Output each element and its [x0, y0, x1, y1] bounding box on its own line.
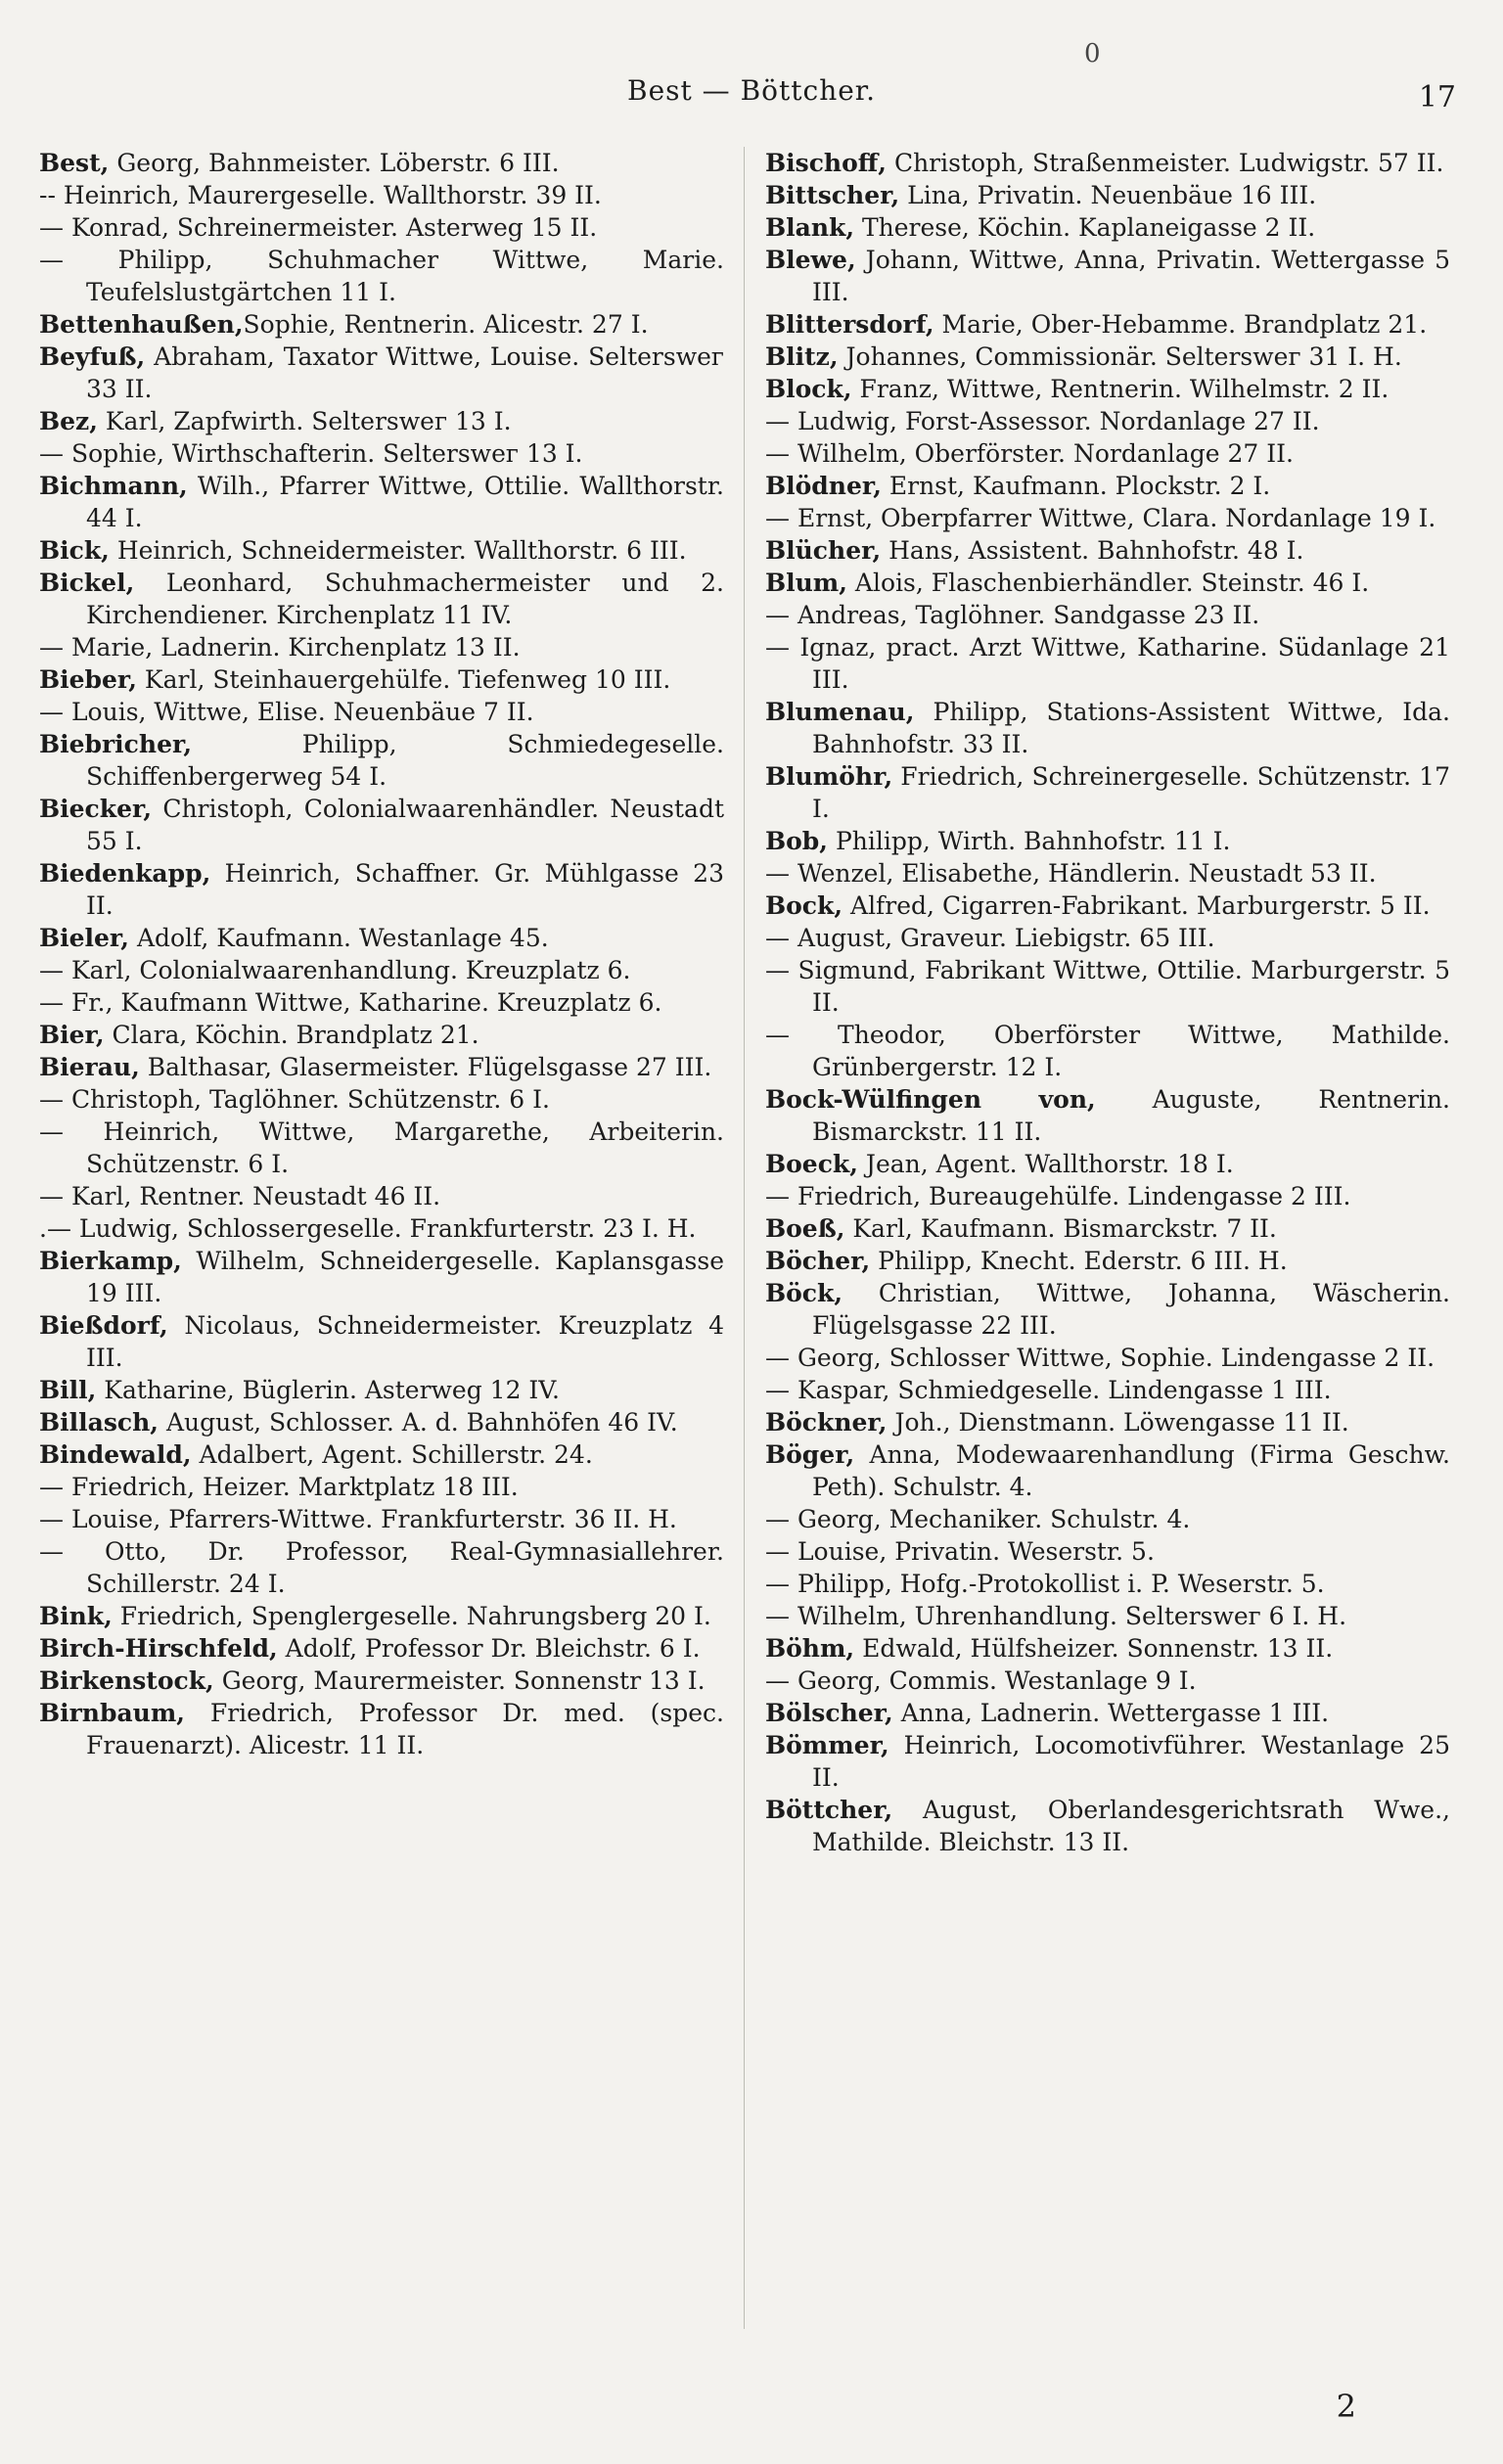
directory-entry — [39, 1632, 724, 1665]
entry-surname: Bierkamp, — [39, 1247, 182, 1275]
entry-details: — Louise, Privatin. Weserstr. 5. — [765, 1537, 1155, 1566]
entry-details: Ernst, Kaufmann. Plockstr. 2 I. — [881, 472, 1271, 500]
entry-surname: Bierau, — [39, 1053, 140, 1081]
directory-entry — [39, 567, 724, 631]
directory-entry — [765, 470, 1450, 502]
directory-entry — [765, 211, 1450, 244]
directory-entry — [765, 1665, 1450, 1697]
entry-details: — Ernst, Oberpfarrer Wittwe, Clara. Nordanlage 19 I. — [765, 504, 1436, 532]
entry-details: Philipp, Schmiedegeselle. Schiffenbergerweg 54 I. — [86, 730, 724, 791]
entry-details: -- Heinrich, Maurergeselle. Wallthorstr. 39 II. — [39, 181, 602, 209]
entry-surname: Bier, — [39, 1021, 105, 1049]
directory-entry — [765, 599, 1450, 631]
entry-details: Philipp, Stations-Assistent Wittwe, Ida. Bahnhofstr. 33 II. — [812, 698, 1450, 758]
entry-details: — Kaspar, Schmiedgeselle. Lindengasse 1 III. — [765, 1376, 1332, 1404]
entry-surname: Bießdorf, — [39, 1311, 168, 1340]
columns — [39, 147, 1468, 2368]
entry-details: — Andreas, Taglöhner. Sandgasse 23 II. — [765, 601, 1260, 629]
directory-entry — [39, 470, 724, 534]
directory-entry — [39, 922, 724, 954]
entry-surname: Birkenstock, — [39, 1666, 214, 1695]
entry-surname: Blödner, — [765, 472, 882, 500]
entry-details: Therese, Köchin. Kaplaneigasse 2 II. — [854, 213, 1316, 242]
directory-entry — [39, 1309, 724, 1374]
entry-details: — Georg, Schlosser Wittwe, Sophie. Lindengasse 2 II. — [765, 1344, 1435, 1372]
directory-entry — [39, 1374, 724, 1406]
directory-entry — [765, 1535, 1450, 1568]
left-column — [39, 147, 724, 1761]
directory-entry — [765, 1406, 1450, 1438]
entry-details: — Wilhelm, Oberförster. Nordanlage 27 II. — [765, 439, 1294, 468]
entry-details: — August, Graveur. Liebigstr. 65 III. — [765, 924, 1215, 952]
entry-details: Abraham, Taxator Wittwe, Louise. Selterswег 33 II. — [86, 342, 724, 403]
page-number: 17 — [1418, 80, 1456, 114]
entry-details: — Louis, Wittwe, Elise. Neuenbäue 7 II. — [39, 698, 534, 726]
directory-entry — [39, 1019, 724, 1051]
entry-surname: Biecker, — [39, 795, 153, 823]
entry-surname: Blittersdorf, — [765, 310, 934, 339]
entry-details: — Georg, Commis. Westanlage 9 I. — [765, 1666, 1197, 1695]
directory-entry — [765, 1019, 1450, 1083]
entry-details: Sophie, Rentnerin. Alicestr. 27 I. — [243, 310, 649, 339]
entry-surname: Billasch, — [39, 1408, 159, 1437]
entry-surname: Beyfuß, — [39, 342, 146, 371]
directory-entry — [39, 534, 724, 567]
directory-entry — [765, 631, 1450, 696]
entry-surname: Bölscher, — [765, 1699, 893, 1727]
directory-entry — [39, 179, 724, 211]
entry-details: — Otto, Dr. Professor, Real-Gymnasiallehrer. Schillerstr. 24 I. — [39, 1537, 724, 1598]
directory-entry — [765, 437, 1450, 470]
entry-details: — Wenzel, Elisabethe, Händlerin. Neustadt 53 II. — [765, 859, 1377, 888]
directory-entry — [39, 1116, 724, 1180]
directory-entry — [39, 857, 724, 922]
entry-surname: Bob, — [765, 827, 828, 855]
entry-details: — Sophie, Wirthschafterin. Selterswег 13 I. — [39, 439, 583, 468]
directory-entry — [39, 1406, 724, 1438]
entry-surname: Bez, — [39, 407, 98, 435]
directory-entry — [765, 1568, 1450, 1600]
directory-entry — [765, 1438, 1450, 1503]
directory-entry — [39, 728, 724, 793]
entry-details: Hans, Assistent. Bahnhofstr. 48 I. — [881, 536, 1304, 565]
column-divider — [744, 147, 745, 2329]
entry-details: — Louise, Pfarrers-Wittwe. Frankfurterstr. 36 II. H. — [39, 1505, 677, 1533]
directory-entry — [39, 1083, 724, 1116]
directory-entry — [39, 405, 724, 437]
entry-details: Edwald, Hülfsheizer. Sonnenstr. 13 II. — [854, 1634, 1334, 1663]
entry-details: Alfred, Cigarren-Fabrikant. Marburgerstr. 5 II. — [843, 891, 1431, 920]
directory-entry — [39, 696, 724, 728]
running-head: Best — Böttcher. — [627, 74, 876, 107]
directory-entry — [39, 954, 724, 986]
entry-surname: Bickel, — [39, 569, 135, 597]
entry-surname: Boeß, — [765, 1214, 845, 1243]
directory-entry — [39, 1535, 724, 1600]
entry-details: — Wilhelm, Uhrenhandlung. Selterswег 6 I. H. — [765, 1602, 1347, 1630]
entry-details: Georg, Bahnmeister. Löberstr. 6 III. — [109, 149, 560, 177]
directory-entry — [765, 373, 1450, 405]
directory-entry — [765, 1083, 1450, 1148]
entry-surname: Blank, — [765, 213, 855, 242]
entry-surname: Bieber, — [39, 665, 137, 694]
entry-details: .— Ludwig, Schlossergeselle. Frankfurterstr. 23 I. H. — [39, 1214, 697, 1243]
directory-entry — [765, 502, 1450, 534]
directory-entry — [765, 1245, 1450, 1277]
entry-details: — Friedrich, Heizer. Marktplatz 18 III. — [39, 1473, 519, 1501]
directory-entry — [39, 663, 724, 696]
entry-surname: Block, — [765, 375, 852, 403]
entry-surname: Blewe, — [765, 246, 856, 274]
entry-surname: Bick, — [39, 536, 110, 565]
directory-entry — [39, 631, 724, 663]
entry-details: Christoph, Straßenmeister. Ludwigstr. 57 II. — [887, 149, 1444, 177]
entry-details: — Philipp, Schuhmacher Wittwe, Marie. Teufelslustgärtchen 11 I. — [39, 246, 724, 306]
entry-surname: Birch-Hirschfeld, — [39, 1634, 278, 1663]
entry-details: — Marie, Ladnerin. Kirchenplatz 13 II. — [39, 633, 521, 662]
entry-details: Karl, Steinhauergehülfe. Tiefenweg 10 III. — [136, 665, 671, 694]
entry-surname: Bill, — [39, 1376, 97, 1404]
entry-details: — Georg, Mechaniker. Schulstr. 4. — [765, 1505, 1191, 1533]
entry-details: — Sigmund, Fabrikant Wittwe, Ottilie. Marburgerstr. 5 II. — [765, 956, 1450, 1017]
directory-entry — [39, 437, 724, 470]
directory-entry — [39, 793, 724, 857]
right-column — [765, 147, 1450, 1858]
directory-entry — [39, 244, 724, 308]
directory-entry — [765, 760, 1450, 825]
entry-details: Marie, Ober-Hebamme. Brandplatz 21. — [934, 310, 1428, 339]
entry-details: Anna, Modewaarenhandlung (Firma Geschw. Peth). Schulstr. 4. — [812, 1440, 1450, 1501]
entry-details: Philipp, Knecht. Ederstr. 6 III. H. — [870, 1247, 1288, 1275]
entry-details: Adalbert, Agent. Schillerstr. 24. — [191, 1440, 593, 1469]
directory-entry — [39, 1471, 724, 1503]
entry-details: — Fr., Kaufmann Wittwe, Katharine. Kreuzplatz 6. — [39, 988, 662, 1017]
directory-entry — [765, 1697, 1450, 1729]
entry-surname: Blitz, — [765, 342, 839, 371]
entry-details: — Theodor, Oberförster Wittwe, Mathilde. Grünbergerstr. 12 I. — [765, 1021, 1450, 1081]
entry-surname: Bichmann, — [39, 472, 188, 500]
directory-entry — [39, 1438, 724, 1471]
entry-surname: Böhm, — [765, 1634, 855, 1663]
entry-details: — Karl, Rentner. Neustadt 46 II. — [39, 1182, 441, 1210]
directory-entry — [765, 857, 1450, 890]
directory-entry — [765, 1180, 1450, 1212]
entry-surname: Blum, — [765, 569, 847, 597]
entry-surname: Bittscher, — [765, 181, 900, 209]
entry-surname: Bettenhaußen, — [39, 310, 244, 339]
directory-entry — [765, 567, 1450, 599]
entry-details: — Friedrich, Bureaugehülfe. Lindengasse 2 III. — [765, 1182, 1351, 1210]
entry-details: Wilhelm, Schneidergeselle. Kaplansgasse 19 III. — [86, 1247, 724, 1307]
entry-details: Anna, Ladnerin. Wettergasse 1 III. — [892, 1699, 1330, 1727]
entry-details: Wilh., Pfarrer Wittwe, Ottilie. Wallthorstr. 44 I. — [86, 472, 724, 532]
entry-details: Leonhard, Schuhmachermeister und 2. Kirchendiener. Kirchenplatz 11 IV. — [86, 569, 724, 629]
entry-details: — Philipp, Hofg.-Protokollist i. P. Weserstr. 5. — [765, 1570, 1325, 1598]
directory-entry — [765, 147, 1450, 179]
entry-details: Katharine, Büglerin. Asterweg 12 IV. — [96, 1376, 560, 1404]
entry-details: Alois, Flaschenbierhändler. Steinstr. 46 I. — [846, 569, 1370, 597]
directory-entry — [39, 211, 724, 244]
page-header — [0, 39, 1503, 117]
directory-entry — [765, 1600, 1450, 1632]
entry-details: Clara, Köchin. Brandplatz 21. — [104, 1021, 479, 1049]
entry-surname: Bischoff, — [765, 149, 887, 177]
entry-surname: Bieler, — [39, 924, 129, 952]
directory-entry — [765, 1632, 1450, 1665]
top-mark: 0 — [1084, 39, 1101, 68]
directory-entry — [39, 1180, 724, 1212]
entry-details: — Konrad, Schreinermeister. Asterweg 15 II. — [39, 213, 598, 242]
entry-details: Heinrich, Locomotivführer. Westanlage 25 II. — [812, 1731, 1450, 1792]
directory-entry — [765, 1342, 1450, 1374]
entry-surname: Bock, — [765, 891, 843, 920]
entry-surname: Blumöhr, — [765, 762, 893, 791]
entry-details: August, Oberlandesgerichtsrath Wwe., Mathilde. Bleichstr. 13 II. — [812, 1796, 1450, 1856]
entry-surname: Biebricher, — [39, 730, 193, 758]
entry-details: August, Schlosser. A. d. Bahnhöfen 46 IV. — [159, 1408, 678, 1437]
directory-entry — [39, 147, 724, 179]
entry-details: — Karl, Colonialwaarenhandlung. Kreuzplatz 6. — [39, 956, 631, 984]
entry-details: Philipp, Wirth. Bahnhofstr. 11 I. — [828, 827, 1231, 855]
entry-details: Nicolaus, Schneidermeister. Kreuzplatz 4 III. — [86, 1311, 724, 1372]
directory-entry — [765, 1148, 1450, 1180]
entry-surname: Bink, — [39, 1602, 113, 1630]
entry-details: Joh., Dienstmann. Löwengasse 11 II. — [887, 1408, 1349, 1437]
entry-surname: Böckner, — [765, 1408, 888, 1437]
entry-surname: Böger, — [765, 1440, 855, 1469]
directory-entry — [765, 825, 1450, 857]
entry-details: Christian, Wittwe, Johanna, Wäscherin. Flügelsgasse 22 III. — [812, 1279, 1450, 1340]
entry-details: Karl, Kaufmann. Bismarckstr. 7 II. — [844, 1214, 1277, 1243]
directory-entry — [765, 922, 1450, 954]
directory-entry — [765, 1503, 1450, 1535]
entry-surname: Böck, — [765, 1279, 843, 1307]
directory-entry — [39, 1051, 724, 1083]
entry-surname: Boeck, — [765, 1150, 858, 1178]
directory-entry — [39, 1245, 724, 1309]
entry-surname: Bock-Wülfingen von, — [765, 1085, 1096, 1114]
directory-entry — [39, 341, 724, 405]
entry-surname: Biedenkapp, — [39, 859, 211, 888]
entry-details: Franz, Wittwe, Rentnerin. Wilhelmstr. 2 II. — [851, 375, 1389, 403]
entry-details: — Heinrich, Wittwe, Margarethe, Arbeiterin. Schützenstr. 6 I. — [39, 1118, 724, 1178]
entry-surname: Böttcher, — [765, 1796, 893, 1824]
entry-details: Lina, Privatin. Neuenbäue 16 III. — [899, 181, 1317, 209]
directory-entry — [765, 534, 1450, 567]
entry-surname: Best, — [39, 149, 110, 177]
entry-surname: Bömmer, — [765, 1731, 889, 1759]
entry-surname: Bindewald, — [39, 1440, 192, 1469]
entry-details: Johann, Wittwe, Anna, Privatin. Wettergasse 5 III. — [812, 246, 1450, 306]
directory-entry — [765, 1277, 1450, 1342]
directory-entry — [765, 1729, 1450, 1794]
entry-details: Jean, Agent. Wallthorstr. 18 I. — [857, 1150, 1234, 1178]
directory-entry — [765, 308, 1450, 341]
directory-entry — [765, 696, 1450, 760]
entry-details: Adolf, Kaufmann. Westanlage 45. — [129, 924, 549, 952]
directory-entry — [765, 954, 1450, 1019]
entry-details: Balthasar, Glasermeister. Flügelsgasse 27 III. — [139, 1053, 712, 1081]
entry-details: — Ignaz, pract. Arzt Wittwe, Katharine. Südanlage 21 III. — [765, 633, 1450, 694]
entry-details: Heinrich, Schaffner. Gr. Mühlgasse 23 II. — [86, 859, 724, 920]
entry-surname: Birnbaum, — [39, 1699, 185, 1727]
entry-details: Heinrich, Schneidermeister. Wallthorstr. 6 III. — [109, 536, 687, 565]
entry-details: Friedrich, Professor Dr. med. (spec. Frauenarzt). Alicestr. 11 II. — [86, 1699, 724, 1759]
directory-entry — [765, 244, 1450, 308]
directory-entry — [39, 308, 724, 341]
entry-details: Adolf, Professor Dr. Bleichstr. 6 I. — [277, 1634, 701, 1663]
directory-entry — [765, 1374, 1450, 1406]
directory-entry — [39, 986, 724, 1019]
entry-surname: Böcher, — [765, 1247, 871, 1275]
entry-details: Friedrich, Schreinergeselle. Schützenstr. 17 I. — [812, 762, 1450, 823]
directory-entry — [765, 179, 1450, 211]
entry-details: Georg, Maurermeister. Sonnenstr 13 I. — [213, 1666, 706, 1695]
entry-surname: Blumenau, — [765, 698, 915, 726]
entry-details: Karl, Zapfwirth. Selterswег 13 I. — [97, 407, 512, 435]
directory-entry — [765, 341, 1450, 373]
directory-entry — [765, 405, 1450, 437]
directory-entry — [765, 1212, 1450, 1245]
directory-entry — [39, 1212, 724, 1245]
directory-entry — [39, 1665, 724, 1697]
entry-details: Christoph, Colonialwaarenhändler. Neustadt 55 I. — [86, 795, 724, 855]
entry-surname: Blücher, — [765, 536, 882, 565]
directory-entry — [39, 1697, 724, 1761]
entry-details: Johannes, Commissionär. Selterswег 31 I. H. — [838, 342, 1402, 371]
entry-details: — Ludwig, Forst-Assessor. Nordanlage 27 II. — [765, 407, 1320, 435]
directory-entry — [765, 1794, 1450, 1858]
directory-entry — [765, 890, 1450, 922]
directory-entry — [39, 1600, 724, 1632]
entry-details: Auguste, Rentnerin. Bismarckstr. 11 II. — [812, 1085, 1450, 1146]
entry-details: — Christoph, Taglöhner. Schützenstr. 6 I. — [39, 1085, 550, 1114]
entry-details: Friedrich, Spenglergeselle. Nahrungsberg 20 I. — [112, 1602, 711, 1630]
directory-entry — [39, 1503, 724, 1535]
signature-mark: 2 — [1336, 2388, 1356, 2425]
